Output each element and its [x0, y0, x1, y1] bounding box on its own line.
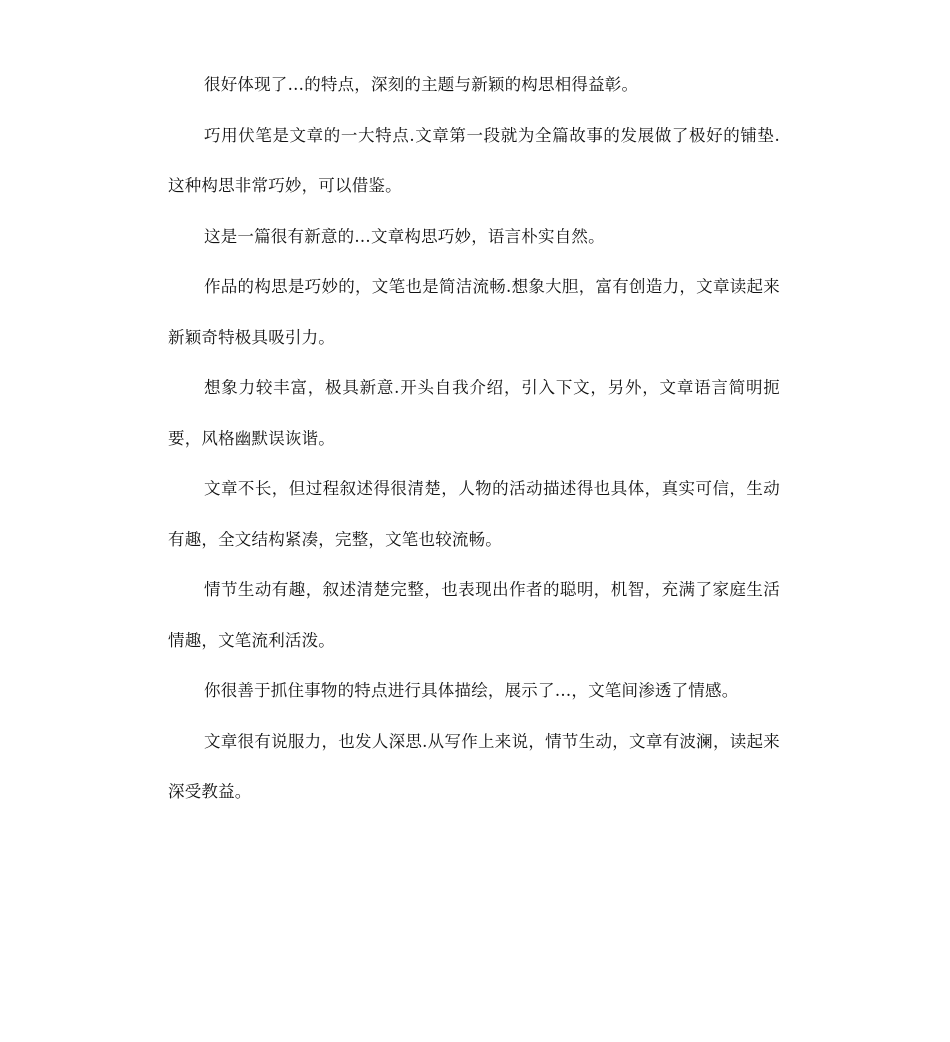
paragraph: 巧用伏笔是文章的一大特点.文章第一段就为全篇故事的发展做了极好的铺垫.这种构思非常巧妙，可以借鉴。 — [168, 125, 780, 195]
paragraph: 这是一篇很有新意的…文章构思巧妙，语言朴实自然。 — [204, 226, 605, 246]
paragraph: 情节生动有趣，叙述清楚完整，也表现出作者的聪明，机智，充满了家庭生活情趣，文笔流利活泼。 — [168, 580, 780, 650]
paragraph: 想象力较丰富，极具新意.开头自我介绍，引入下文，另外，文章语言简明扼要，风格幽默误诙谐。 — [168, 378, 780, 448]
paragraph: 很好体现了…的特点，深刻的主题与新颖的构思相得益彰。 — [204, 75, 639, 94]
document-body — [168, 60, 780, 818]
paragraph: 文章不长，但过程叙述得很清楚，人物的活动描述得也具体，真实可信，生动有趣，全文结构紧凑，完整，文笔也较流畅。 — [168, 479, 780, 549]
paragraph: 作品的构思是巧妙的，文笔也是简洁流畅.想象大胆，富有创造力，文章读起来新颖奇特极具吸引力。 — [168, 277, 780, 347]
paragraph: 你很善于抓住事物的特点进行具体描绘，展示了…，文笔间渗透了情感。 — [204, 681, 739, 700]
paragraph: 文章很有说服力，也发人深思.从写作上来说，情节生动，文章有波澜，读起来深受教益。 — [168, 731, 780, 801]
